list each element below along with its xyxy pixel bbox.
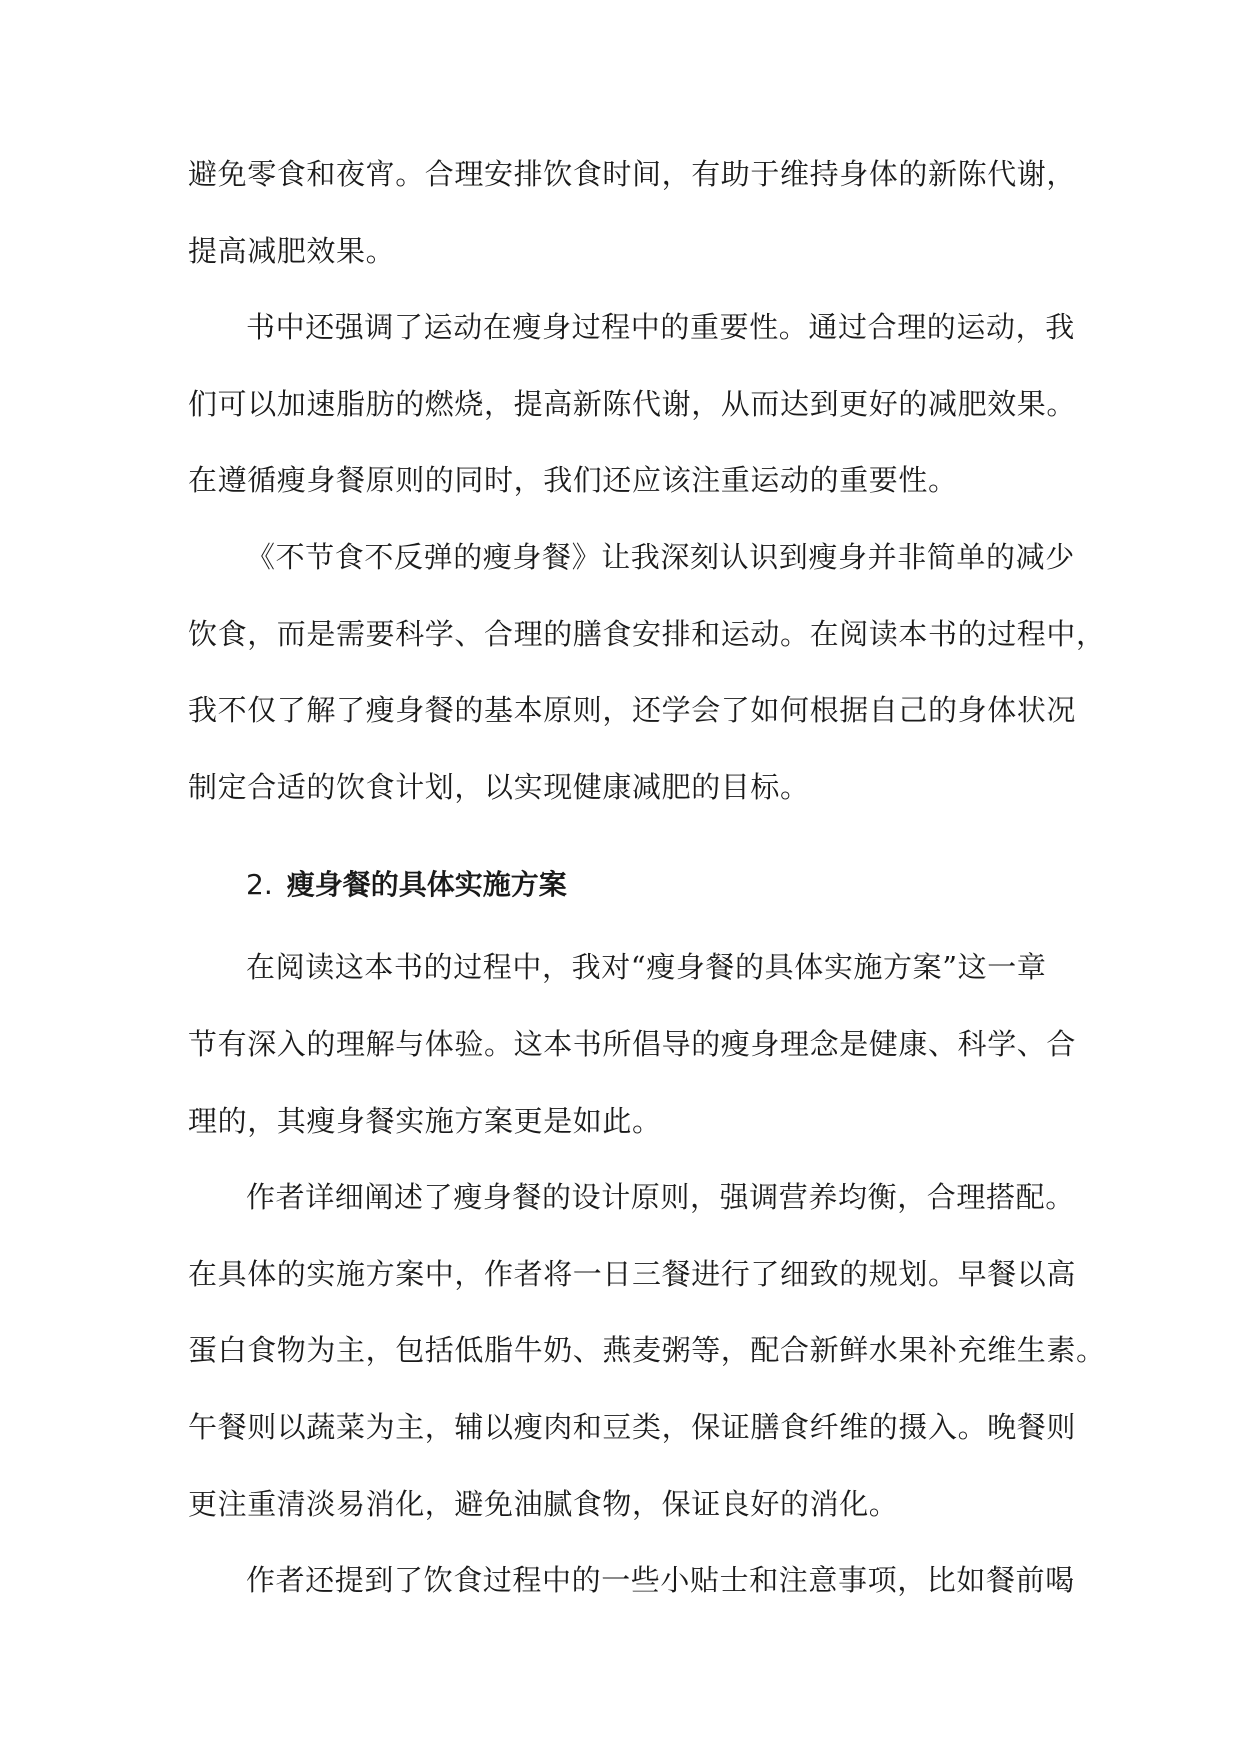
text-line: 理的，其瘦身餐实施方案更是如此。 (188, 1103, 662, 1138)
paragraph-first-line: 书中还强调了运动在瘦身过程中的重要性。通过合理的运动，我 (246, 310, 1075, 345)
text-line: 避免零食和夜宵。合理安排饮食时间，有助于维持身体的新陈代谢， (188, 157, 1077, 191)
text-line: 节有深入的理解与体验。这本书所倡导的瘦身理念是健康、科学、合 (188, 1026, 1077, 1061)
text-line: 我不仅了解了瘦身餐的基本原则，还学会了如何根据自己的身体状况 (188, 693, 1077, 728)
text-line: 制定合适的饮食计划，以实现健康减肥的目标。 (188, 769, 810, 804)
text-line: 在遵循瘦身餐原则的同时，我们还应该注重运动的重要性。 (188, 463, 958, 498)
section-number: 2. (246, 868, 273, 902)
text-line: 饮食，而是需要科学、合理的膳食安排和运动。在阅读本书的过程中， (188, 616, 1106, 651)
text-line: 蛋白食物为主，包括低脂牛奶、燕麦粥等，配合新鲜水果补充维生素。 (188, 1333, 1106, 1368)
text-line: 更注重清淡易消化，避免油腻食物，保证良好的消化。 (188, 1486, 899, 1521)
paragraph-first-line: 在阅读这本书的过程中，我对“瘦身餐的具体实施方案”这一章 (246, 950, 1047, 985)
text-line: 提高减肥效果。 (188, 233, 396, 268)
section-title: 瘦身餐的具体实施方案 (286, 868, 567, 902)
paragraph-first-line: 作者详细阐述了瘦身餐的设计原则，强调营养均衡，合理搭配。 (246, 1180, 1075, 1215)
text-line: 在具体的实施方案中，作者将一日三餐进行了细致的规划。早餐以高 (188, 1256, 1077, 1291)
section-heading (188, 841, 1048, 929)
paragraph-first-line: 作者还提到了饮食过程中的一些小贴士和注意事项，比如餐前喝 (246, 1563, 1075, 1598)
paragraph-first-line: 《不节食不反弹的瘦身餐》让我深刻认识到瘦身并非简单的减少 (246, 539, 1075, 574)
document-body (188, 136, 1106, 1619)
text-line: 们可以加速脂肪的燃烧，提高新陈代谢，从而达到更好的减肥效果。 (188, 386, 1077, 421)
text-line: 午餐则以蔬菜为主，辅以瘦肉和豆类，保证膳食纤维的摄入。晚餐则 (188, 1409, 1077, 1444)
